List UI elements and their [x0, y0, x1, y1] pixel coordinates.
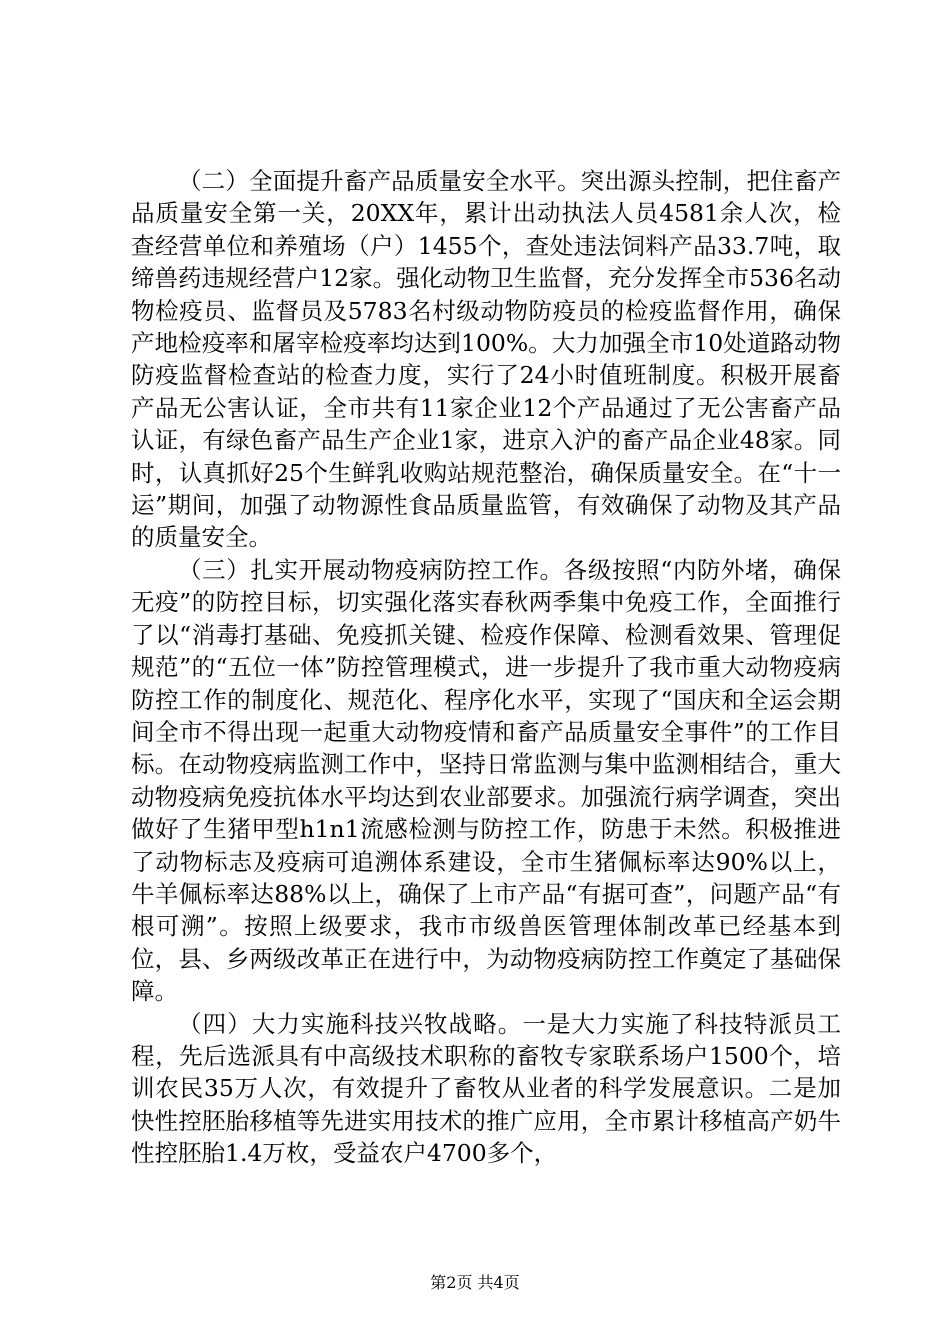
paragraph-section-3: （三）扎实开展动物疫病防控工作。各级按照“内防外堵，确保无疫”的防控目标，切实强化落实春秋两季集中免疫工作，全面推行了以“消毒打基础、免疫抓关键、检疫作保障、检测看效果、管理促规范”的“五位一体”防控管理模式，进一步提升了我市重大动物疫病防控工作的制度化、规范化、程序化水平，实现了“国庆和全运会期间全市不得出现一起重大动物疫情和畜产品质量安全事件”的工作目标。在动物疫病监测工作中，坚持日常监测与集中监测相结合，重大动物疫病免疫抗体水平均达到农业部要求。加强流行病学调查，突出做好了生猪甲型h1n1流感检测与防控工作，防患于未然。积极推进了动物标志及疫病可追溯体系建设，全市生猪佩标率达90%以上，牛羊佩标率达88%以上，确保了上市产品“有据可查”，问题产品“有根可溯”。按照上级要求，我市市级兽医管理体制改革已经基本到位，县、乡两级改革正在进行中，为动物疫病防控工作奠定了基础保障。: [131, 555, 841, 1006]
paragraph-section-2: （二）全面提升畜产品质量安全水平。突出源头控制，把住畜产品质量安全第一关，20XX年，累计出动执法人员4581余人次，检查经营单位和养殖场（户）1455个，查处违法饲料产品33.7吨，取缔兽药违规经营户12家。强化动物卫生监督，充分发挥全市536名动物检疫员、监督员及5783名村级动物防疫员的检疫监督作用，确保产地检疫率和屠宰检疫率均达到100%。大力加强全市10处道路动物防疫监督检查站的检查力度，实行了24小时值班制度。积极开展畜产品无公害认证，全市共有11家企业12个产品通过了无公害畜产品认证，有绿色畜产品生产企业1家，进京入沪的畜产品企业48家。同时，认真抓好25个生鲜乳收购站规范整治，确保质量安全。在“十一运”期间，加强了动物源性食品质量监管，有效确保了动物及其产品的质量安全。: [131, 167, 841, 552]
document-body: [131, 165, 841, 1170]
page-number: 第2页 共4页: [430, 1273, 520, 1292]
paragraph-section-4: （四）大力实施科技兴牧战略。一是大力实施了科技特派员工程，先后选派具有中高级技术职称的畜牧专家联系场户1500个，培训农民35万人次，有效提升了畜牧从业者的科学发展意识。二是加快性控胚胎移植等先进实用技术的推广应用，全市累计移植高产奶牛性控胚胎1.4万枚，受益农户4700多个，: [131, 1009, 841, 1168]
